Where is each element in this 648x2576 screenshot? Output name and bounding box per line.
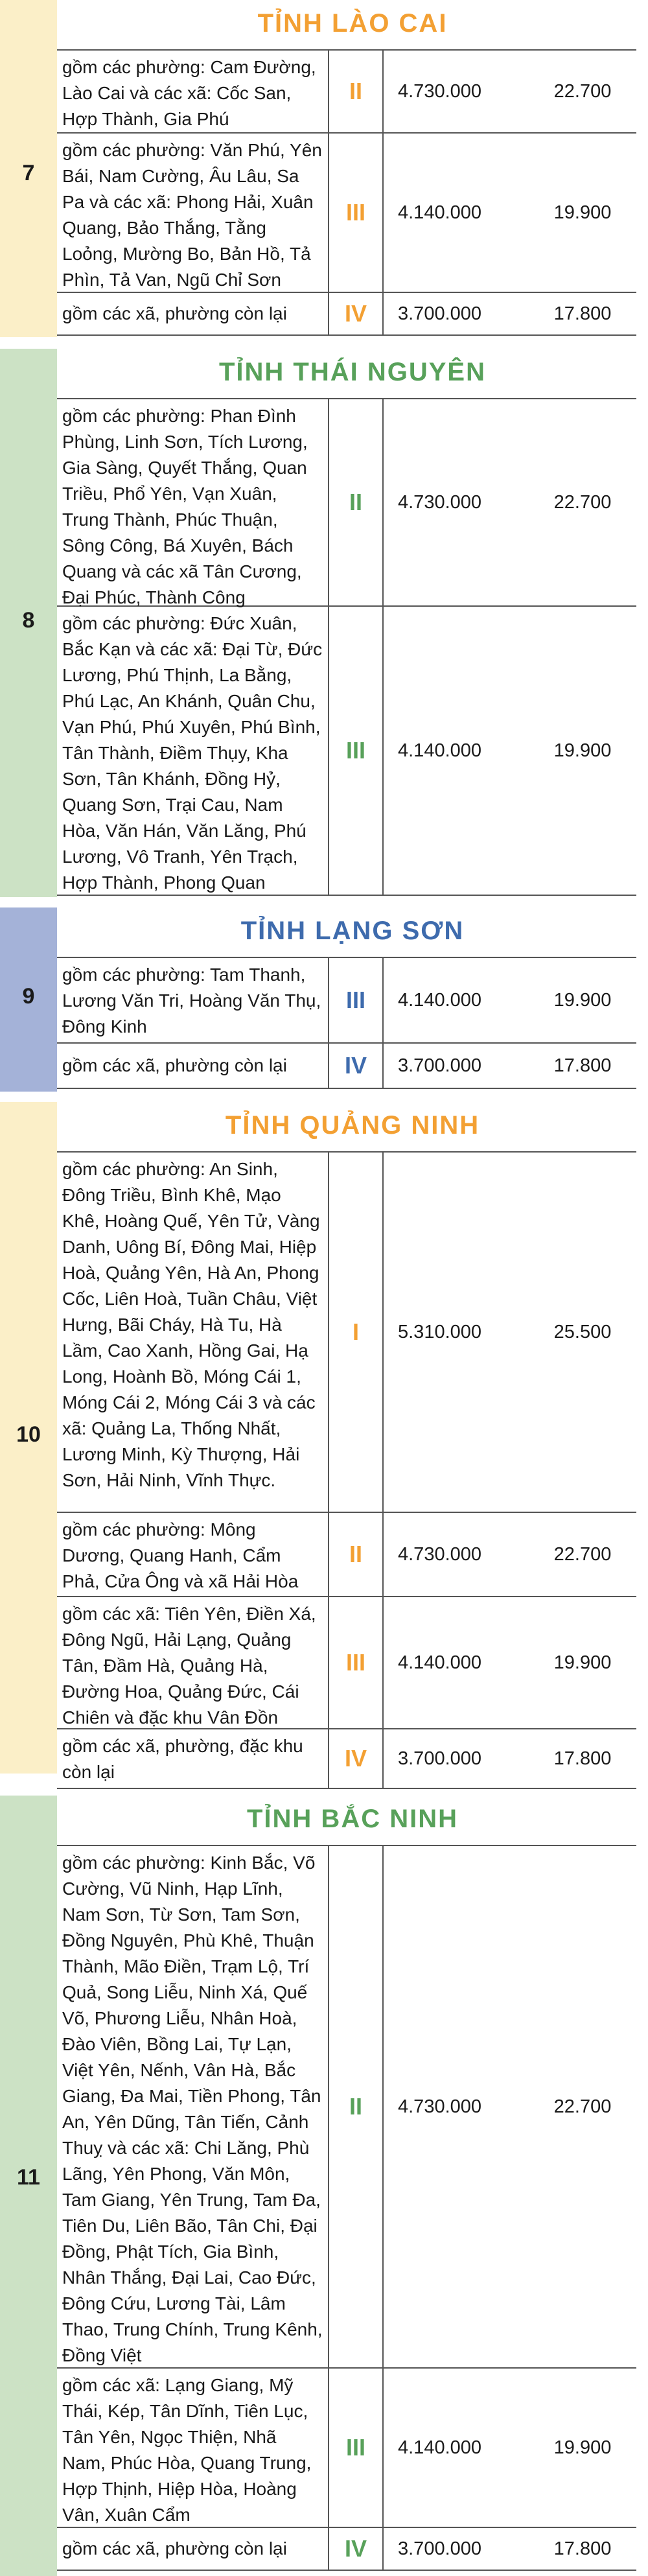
region-tier: III [328, 1597, 384, 1728]
province-number: 11 [17, 2165, 40, 2190]
hourly-wage-value: 17.800 [553, 303, 612, 324]
region-tier: II [328, 399, 384, 605]
table-row [57, 2369, 636, 2528]
hourly-wage-value: 17.800 [553, 1748, 612, 1769]
area-description: gồm các xã, phường còn lại [62, 303, 287, 323]
province-section-quang-ninh [0, 1102, 648, 1782]
table-row [57, 1729, 636, 1789]
province-number: 8 [22, 608, 35, 633]
table-row [57, 957, 636, 1044]
table-row [57, 293, 636, 336]
area-description: gồm các phường: Kinh Bắc, Võ Cường, Vũ Ninh, Hạp Lĩnh, Nam Sơn, Từ Sơn, Tam Sơn, Đồng Nguyên, Phù Khê, Thuận Thành, Mão Điền, Trạm Lộ, Trí Quả, Song Liễu, Ninh Xá, Quế Võ, Phương Liễu, Nhân Hoà, Đào Viên, Bồng Lai, Tự Lạn, Việt Yên, Nếnh, Vân Hà, Bắc Giang, Đa Mai, Tiền Phong, Tân An, Yên Dũng, Tân Tiến, Cảnh Thuỵ và các xã: Chi Lăng, Phù Lãng, Yên Phong, Văn Môn, Tam Giang, Yên Trung, Tam Đa, Tiên Du, Liên Bão, Tân Chi, Đại Đồng, Phật Tích, Gia Bình, Nhân Thắng, Đại Lai, Cao Đức, Đông Cứu, Lương Tài, Lâm Thao, Trung Chính, Trung Kênh, Đồng Việt [62, 1853, 323, 2365]
province-title: TỈNH THÁI NGUYÊN [219, 357, 486, 386]
table-row [57, 607, 636, 896]
table-row [57, 49, 636, 134]
table-row [57, 1597, 636, 1729]
region-tier: IV [328, 1729, 384, 1788]
hourly-wage-value: 22.700 [553, 80, 612, 102]
region-tier: IV [328, 293, 384, 334]
region-tier: III [328, 958, 384, 1042]
monthly-wage-value: 4.140.000 [398, 989, 482, 1011]
monthly-wage-value: 4.140.000 [398, 1652, 482, 1673]
area-description: gồm các xã: Tiên Yên, Điền Xá, Đông Ngũ, Hải Lạng, Quảng Tân, Đầm Hà, Quảng Hà, Đường Hoa, Quảng Đức, Cái Chiên và đặc khu Vân Đồn [62, 1604, 316, 1727]
area-description: gồm các phường: Đức Xuân, Bắc Kạn và các xã: Đại Từ, Đức Lương, Phú Thịnh, La Bằng, Phú Lạc, An Khánh, Quân Chu, Vạn Phú, Phú Xuyên, Phú Bình, Tân Thành, Điềm Thụy, Kha Sơn, Tân Khánh, Đồng Hỷ, Quang Sơn, Trại Cau, Nam Hòa, Văn Hán, Văn Lăng, Phú Lương, Vô Tranh, Yên Trạch, Hợp Thành, Phong Quan [62, 613, 323, 893]
province-title: TỈNH LẠNG SƠN [240, 916, 465, 945]
region-tier: III [328, 134, 384, 292]
hourly-wage-value: 19.900 [553, 2437, 612, 2458]
hourly-wage-value: 19.900 [553, 1652, 612, 1673]
province-title: TỈNH BẮC NINH [247, 1804, 458, 1833]
table-row [57, 1151, 636, 1513]
province-number: 7 [22, 161, 35, 185]
province-number: 10 [16, 1422, 41, 1447]
area-description: gồm các phường: Cam Đường, Lào Cai và các xã: Cốc San, Hợp Thành, Gia Phú [62, 57, 316, 129]
hourly-wage-value: 19.900 [553, 989, 612, 1011]
monthly-wage-value: 3.700.000 [398, 1055, 482, 1076]
province-section-bac-ninh [0, 1796, 648, 2576]
monthly-wage-value: 4.730.000 [398, 1543, 482, 1565]
region-tier: II [328, 51, 384, 132]
region-tier: III [328, 607, 384, 895]
province-number: 9 [22, 984, 35, 1009]
table-row [57, 1513, 636, 1597]
monthly-wage-value: 4.730.000 [398, 80, 482, 102]
region-tier: II [328, 1846, 384, 2367]
province-section-lang-son [0, 907, 648, 1092]
province-section-thai-nguyen [0, 349, 648, 897]
area-description: gồm các phường: Tam Thanh, Lương Văn Tri, Hoàng Văn Thụ, Đông Kinh [62, 965, 321, 1036]
region-tier: IV [328, 1044, 384, 1088]
monthly-wage-value: 3.700.000 [398, 2538, 482, 2559]
region-tier: I [328, 1153, 384, 1512]
hourly-wage-value: 17.800 [553, 2538, 612, 2559]
table-row [57, 134, 636, 293]
monthly-wage-value: 5.310.000 [398, 1321, 482, 1342]
hourly-wage-value: 17.800 [553, 1055, 612, 1076]
hourly-wage-value: 19.900 [553, 740, 612, 761]
area-description: gồm các phường: An Sinh, Đông Triều, Bình Khê, Mạo Khê, Hoàng Quế, Yên Tử, Vàng Danh, Uông Bí, Đông Mai, Hiệp Hoà, Quảng Yên, Hà An, Phong Cốc, Liên Hoà, Tuần Châu, Việt Hưng, Bãi Cháy, Hà Tu, Hà Lầm, Cao Xanh, Hồng Gai, Hạ Long, Hoành Bồ, Móng Cái 1, Móng Cái 2, Móng Cái 3 và các xã: Quảng La, Thống Nhất, Lương Minh, Kỳ Thượng, Hải Sơn, Hải Ninh, Vĩnh Thực. [62, 1159, 320, 1490]
table-row [57, 1044, 636, 1089]
area-description: gồm các xã, phường, đặc khu còn lại [62, 1736, 303, 1782]
hourly-wage-value: 22.700 [553, 1543, 612, 1565]
region-tier: IV [328, 2528, 384, 2570]
area-description: gồm các xã, phường còn lại [62, 2538, 287, 2558]
table-row [57, 1845, 636, 2369]
hourly-wage-value: 22.700 [553, 2096, 612, 2117]
hourly-wage-value: 25.500 [553, 1321, 612, 1342]
table-row [57, 2528, 636, 2571]
area-description: gồm các xã: Lạng Giang, Mỹ Thái, Kép, Tân Dĩnh, Tiên Lục, Tân Yên, Ngọc Thiện, Nhã Nam, Phúc Hòa, Quang Trung, Hợp Thịnh, Hiệp Hòa, Hoàng Vân, Xuân Cẩm [62, 2375, 312, 2525]
region-tier: II [328, 1513, 384, 1596]
province-title: TỈNH QUẢNG NINH [225, 1110, 480, 1140]
monthly-wage-value: 3.700.000 [398, 1748, 482, 1769]
hourly-wage-value: 22.700 [553, 491, 612, 513]
monthly-wage-value: 4.140.000 [398, 2437, 482, 2458]
monthly-wage-value: 4.730.000 [398, 2096, 482, 2117]
hourly-wage-value: 19.900 [553, 202, 612, 223]
monthly-wage-value: 4.730.000 [398, 491, 482, 513]
area-description: gồm các phường: Mông Dương, Quang Hanh, Cẩm Phả, Cửa Ông và xã Hải Hòa [62, 1519, 299, 1591]
area-description: gồm các xã, phường còn lại [62, 1055, 287, 1075]
region-tier: III [328, 2369, 384, 2527]
area-description: gồm các phường: Phan Đình Phùng, Linh Sơn, Tích Lương, Gia Sàng, Quyết Thắng, Quan Triều, Phổ Yên, Vạn Xuân, Trung Thành, Phúc Thuận, Sông Công, Bá Xuyên, Bách Quang và các xã Tân Cương, Đại Phúc, Thành Công [62, 406, 308, 607]
area-description: gồm các phường: Văn Phú, Yên Bái, Nam Cường, Âu Lâu, Sa Pa và các xã: Phong Hải, Xuân Quang, Bảo Thắng, Tằng Loỏng, Mường Bo, Bản Hồ, Tả Phìn, Tả Van, Ngũ Chỉ Sơn [62, 140, 322, 290]
monthly-wage-value: 4.140.000 [398, 740, 482, 761]
province-section-lao-cai [0, 0, 648, 337]
monthly-wage-value: 3.700.000 [398, 303, 482, 324]
monthly-wage-value: 4.140.000 [398, 202, 482, 223]
province-title: TỈNH LÀO CAI [257, 8, 448, 38]
table-row [57, 398, 636, 607]
